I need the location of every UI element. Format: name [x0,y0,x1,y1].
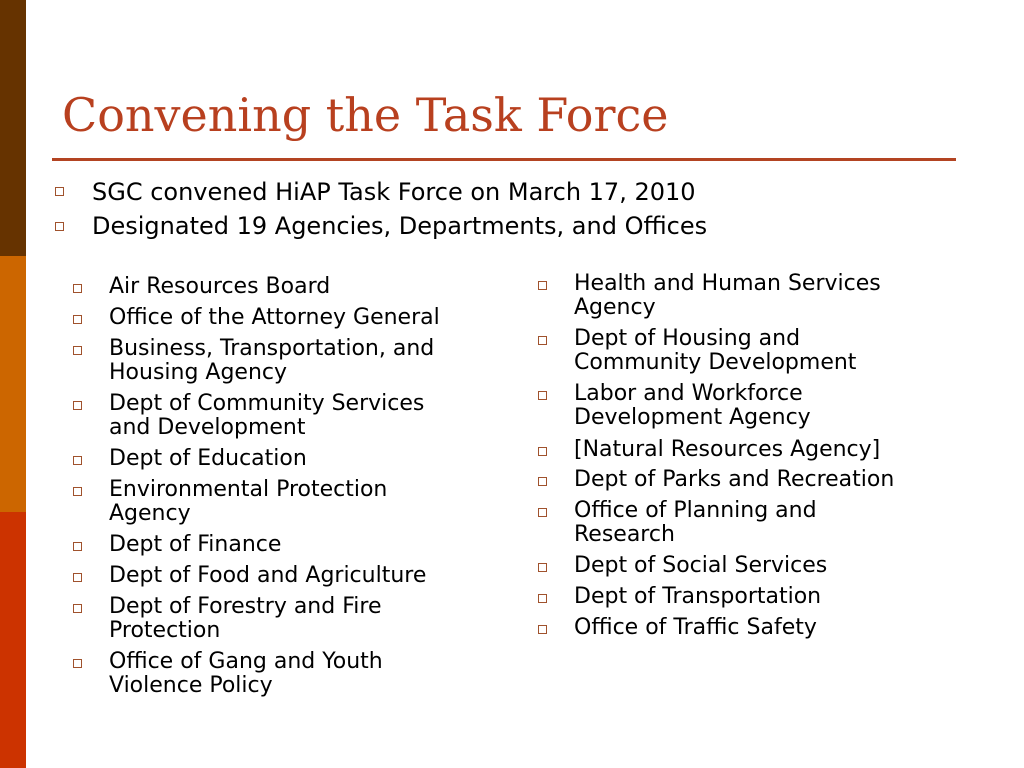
list-item: Environmental Protection [109,477,388,502]
main-bullet-1: SGC convened HiAP Task Force on March 17, 2010 [92,178,696,206]
list-item: Dept of Social Services [574,553,828,578]
square-bullet-icon [538,281,547,290]
accent-stripe-bottom [0,512,26,768]
square-bullet-icon [73,401,82,410]
list-item: [Natural Resources Agency] [574,437,881,462]
square-bullet-icon [538,594,547,603]
list-item-continuation: Agency [574,295,656,320]
list-item: Dept of Community Services [109,391,425,416]
list-item: Health and Human Services [574,271,881,296]
slide-title: Convening the Task Force [62,88,669,142]
square-bullet-icon [73,659,82,668]
square-bullet-icon [73,315,82,324]
square-bullet-icon [538,391,547,400]
list-item: Dept of Parks and Recreation [574,467,895,492]
list-item: Office of the Attorney General [109,305,440,330]
list-item: Dept of Education [109,446,307,471]
list-item: Dept of Housing and [574,326,801,351]
square-bullet-icon [538,447,547,456]
list-item: Dept of Food and Agriculture [109,563,427,588]
list-item-continuation: Community Development [574,350,857,375]
list-item: Office of Gang and Youth [109,649,383,674]
square-bullet-icon [73,346,82,355]
square-bullet-icon [73,604,82,613]
square-bullet-icon [538,563,547,572]
list-item-continuation: Research [574,522,675,547]
square-bullet-icon [538,336,547,345]
accent-stripe-top [0,0,26,256]
list-item: Labor and Workforce [574,381,803,406]
square-bullet-icon [55,187,64,196]
list-item-continuation: Protection [109,618,221,643]
main-bullet-2: Designated 19 Agencies, Departments, and Offices [92,212,708,240]
square-bullet-icon [55,222,64,231]
list-item: Office of Traffic Safety [574,615,817,640]
list-item-continuation: Agency [109,501,191,526]
square-bullet-icon [73,456,82,465]
list-item: Dept of Finance [109,532,282,557]
square-bullet-icon [538,477,547,486]
title-divider [52,158,956,161]
list-item-continuation: Development Agency [574,405,811,430]
list-item-continuation: Violence Policy [109,673,273,698]
list-item: Dept of Transportation [574,584,822,609]
square-bullet-icon [73,487,82,496]
square-bullet-icon [538,625,547,634]
accent-stripe-middle [0,256,26,512]
square-bullet-icon [73,573,82,582]
list-item: Air Resources Board [109,274,331,299]
square-bullet-icon [73,284,82,293]
list-item: Office of Planning and [574,498,817,523]
square-bullet-icon [73,542,82,551]
list-item-continuation: Housing Agency [109,360,288,385]
list-item: Dept of Forestry and Fire [109,594,382,619]
list-item: Business, Transportation, and [109,336,435,361]
list-item-continuation: and Development [109,415,306,440]
square-bullet-icon [538,508,547,517]
